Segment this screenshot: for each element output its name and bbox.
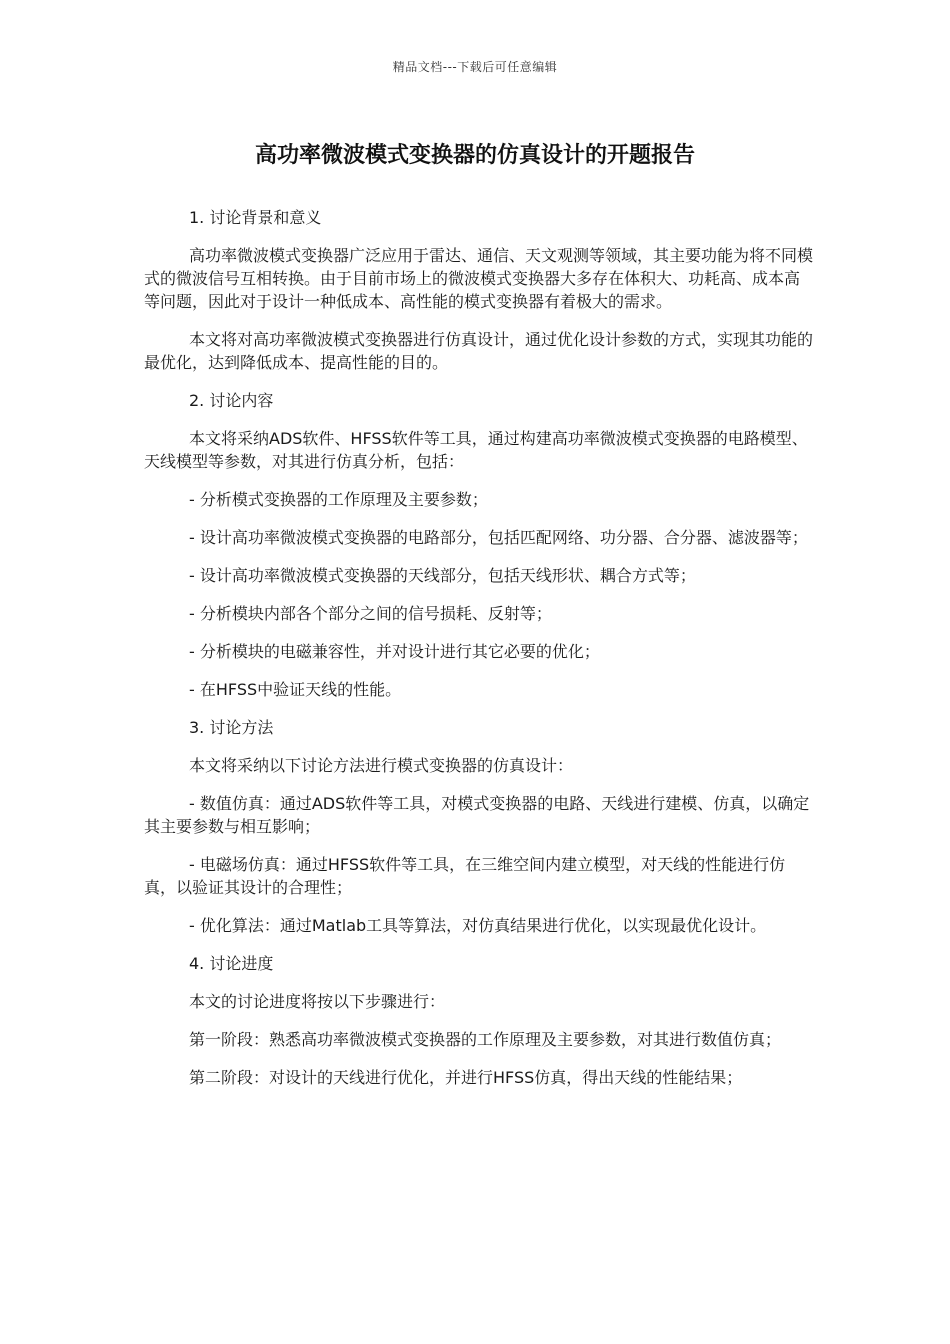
paragraph: 第一阶段：熟悉高功率微波模式变换器的工作原理及主要参数，对其进行数值仿真； — [189, 1030, 782, 1049]
paragraph: 本文的讨论进度将按以下步骤进行： — [189, 992, 446, 1011]
section-heading: 2. 讨论内容 — [189, 391, 274, 410]
document-body — [144, 206, 814, 1104]
list-item: - 数值仿真：通过ADS软件等工具，对模式变换器的电路、天线进行建模、仿真，以确定其主要参数与相互影响； — [144, 794, 810, 836]
list-item: - 在HFSS中验证天线的性能。 — [189, 680, 402, 699]
list-item: - 优化算法：通过Matlab工具等算法，对仿真结果进行优化，以实现最优化设计。 — [189, 916, 767, 935]
paragraph: 本文将对高功率微波模式变换器进行仿真设计，通过优化设计参数的方式，实现其功能的最优化，达到降低成本、提高性能的目的。 — [144, 330, 814, 372]
section-heading: 3. 讨论方法 — [189, 718, 274, 737]
paragraph: 本文将采纳ADS软件、HFSS软件等工具，通过构建高功率微波模式变换器的电路模型、天线模型等参数，对其进行仿真分析，包括： — [144, 429, 808, 471]
page-header: 精品文档---下载后可任意编辑 — [392, 60, 558, 74]
list-item: - 设计高功率微波模式变换器的天线部分，包括天线形状、耦合方式等； — [189, 566, 696, 585]
list-item: - 分析模式变换器的工作原理及主要参数； — [189, 490, 488, 509]
paragraph: 高功率微波模式变换器广泛应用于雷达、通信、天文观测等领域，其主要功能为将不同模式的微波信号互相转换。由于目前市场上的微波模式变换器大多存在体积大、功耗高、成本高等问题，因此对于设计一种低成本、高性能的模式变换器有着极大的需求。 — [144, 246, 814, 311]
list-item: - 设计高功率微波模式变换器的电路部分，包括匹配网络、功分器、合分器、滤波器等； — [189, 528, 808, 547]
paragraph: 本文将采纳以下讨论方法进行模式变换器的仿真设计： — [189, 756, 574, 775]
section-heading: 1. 讨论背景和意义 — [189, 208, 322, 227]
list-item: - 分析模块的电磁兼容性，并对设计进行其它必要的优化； — [189, 642, 600, 661]
document-title: 高功率微波模式变换器的仿真设计的开题报告 — [254, 143, 695, 168]
section-heading: 4. 讨论进度 — [189, 954, 274, 973]
list-item: - 电磁场仿真：通过HFSS软件等工具，在三维空间内建立模型，对天线的性能进行仿真，以验证其设计的合理性； — [144, 855, 786, 897]
list-item: - 分析模块内部各个部分之间的信号损耗、反射等； — [189, 604, 552, 623]
paragraph: 第二阶段：对设计的天线进行优化，并进行HFSS仿真，得出天线的性能结果； — [189, 1068, 743, 1087]
